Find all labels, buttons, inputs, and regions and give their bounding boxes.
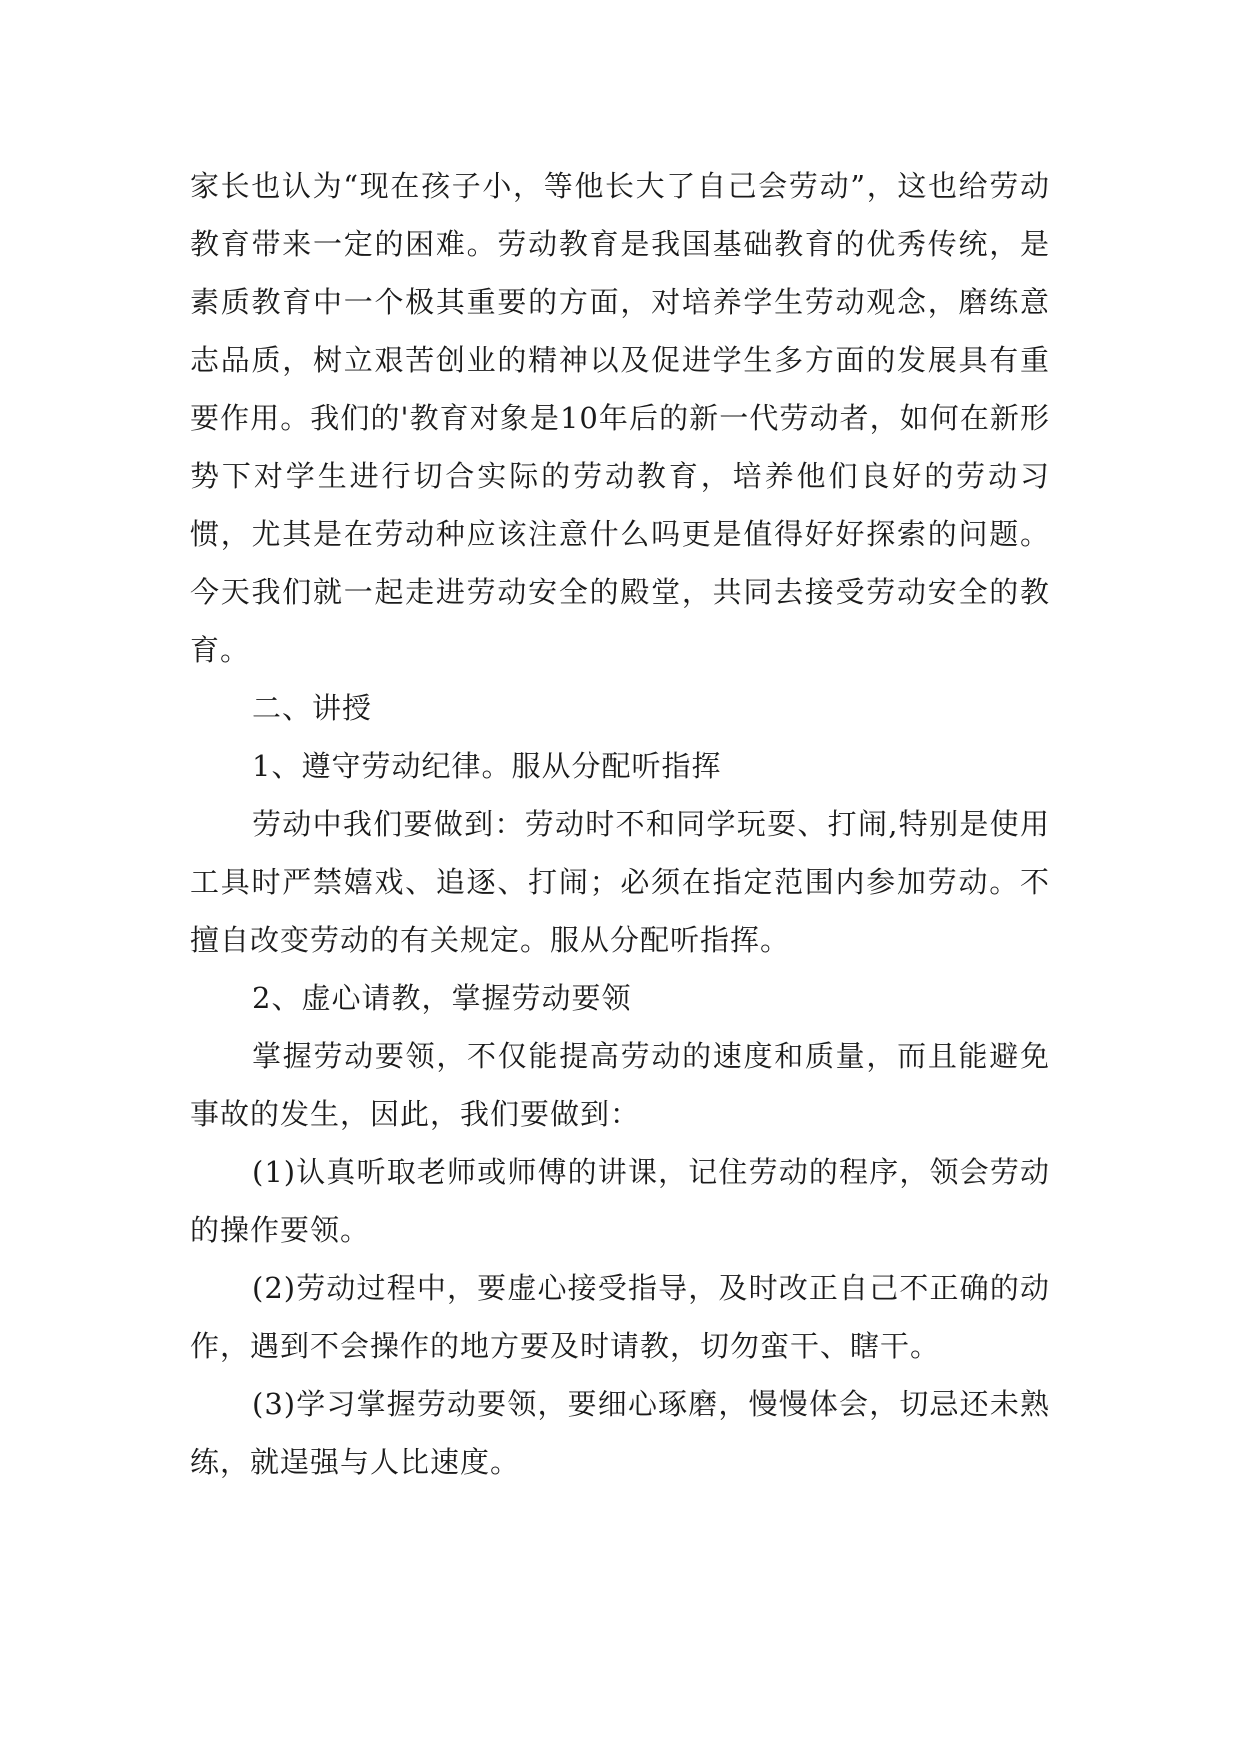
paragraph-master-skills: 掌握劳动要领，不仅能提高劳动的速度和质量，而且能避免事故的发生，因此，我们要做到：	[190, 1039, 1050, 1131]
subheading-labor-discipline: 1、遵守劳动纪律。服从分配听指挥	[252, 749, 722, 783]
section-heading-teaching: 二、讲授	[252, 691, 373, 725]
list-item-1: (1)认真听取老师或师傅的讲课，记住劳动的程序，领会劳动的操作要领。	[190, 1155, 1050, 1247]
document-body	[190, 157, 1050, 1491]
list-item-3: (3)学习掌握劳动要领，要细心琢磨，慢慢体会，切忌还未熟练，就逞强与人比速度。	[190, 1387, 1050, 1479]
list-item-2: (2)劳动过程中，要虚心接受指导，及时改正自己不正确的动作，遇到不会操作的地方要及时请教，切勿蛮干、瞎干。	[190, 1271, 1050, 1363]
subheading-master-skills: 2、虚心请教，掌握劳动要领	[252, 981, 632, 1015]
paragraph-intro: 家长也认为“现在孩子小，等他长大了自己会劳动”，这也给劳动教育带来一定的困难。劳动教育是我国基础教育的优秀传统，是素质教育中一个极其重要的方面，对培养学生劳动观念，磨练意志品质，树立艰苦创业的精神以及促进学生多方面的发展具有重要作用。我们的'教育对象是10年后的新一代劳动者，如何在新形势下对学生进行切合实际的劳动教育，培养他们良好的劳动习惯，尤其是在劳动种应该注意什么吗更是值得好好探索的问题。今天我们就一起走进劳动安全的殿堂，共同去接受劳动安全的教育。	[190, 169, 1050, 667]
paragraph-labor-discipline: 劳动中我们要做到：劳动时不和同学玩耍、打闹,特别是使用工具时严禁嬉戏、追逐、打闹；必须在指定范围内参加劳动。不擅自改变劳动的有关规定。服从分配听指挥。	[190, 807, 1050, 957]
